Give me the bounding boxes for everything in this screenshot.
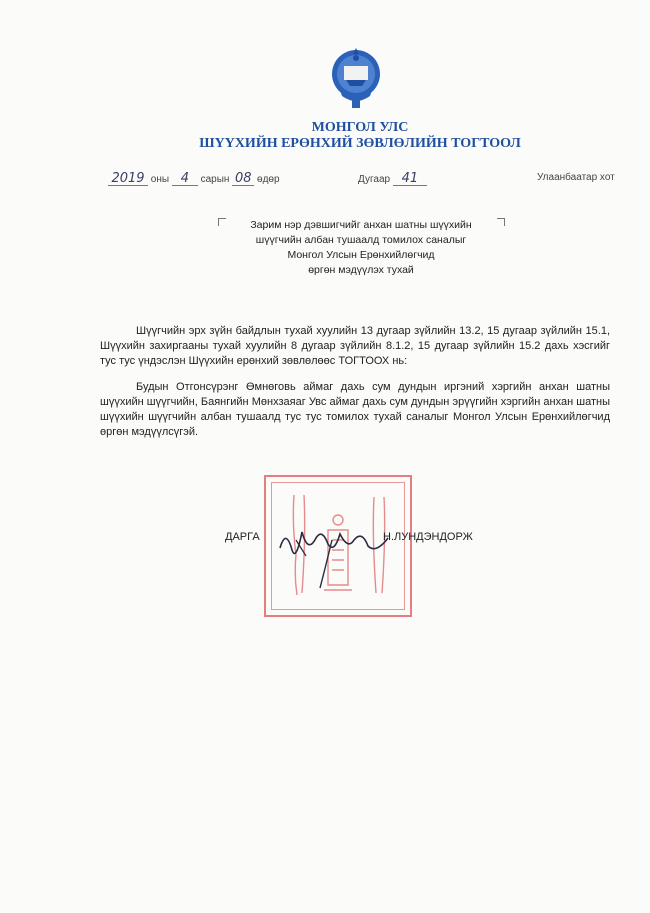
document-type-title: ШҮҮХИЙН ЕРӨНХИЙ ЗӨВЛӨЛИЙН ТОГТООЛ — [199, 136, 521, 151]
date-day: 08 — [232, 172, 254, 186]
date-month: 4 — [172, 172, 198, 186]
number-label: Дугаар — [358, 174, 391, 185]
signer-title: ДАРГА — [225, 531, 260, 543]
subject-line: шүүгчийн албан тушаалд томилох саналыг — [255, 234, 467, 246]
subject-line: Зарим нэр дэвшигчийг анхан шатны шүүхийн — [250, 219, 472, 231]
signer-name: Н.ЛУНДЭНДОРЖ — [383, 531, 473, 543]
date-year: 2019 — [108, 172, 148, 186]
month-label: сарын — [200, 174, 230, 185]
year-label: оны — [150, 174, 170, 185]
subject-line: Монгол Улсын Ерөнхийлөгчид — [287, 249, 435, 261]
date-field — [108, 172, 280, 186]
soyombo-emblem-icon — [330, 44, 382, 112]
day-label: өдөр — [257, 174, 280, 185]
issue-place: Улаанбаатар хот — [537, 172, 615, 183]
document-number — [358, 172, 427, 186]
body-paragraph-legal-basis: Шүүгчийн эрх зүйн байдлын тухай хуулийн 13 дугаар зүйлийн 13.2, 15 дугаар зүйлийн 15.1, Шүүхийн захиргааны тухай хуулийн 8 дугаар зүйлийн 8.1.2, 15 дугаар зүйлийн 15.2 дахь хэсгийг тус тус үндэслэн Шүүхийн ерөнхий зөвлөлөөс ТОГТООХ нь: — [100, 325, 610, 367]
org-name: МОНГОЛ УЛС — [311, 120, 409, 135]
subject-line: өргөн мэдүүлэх тухай — [308, 264, 414, 276]
number-value: 41 — [393, 172, 427, 186]
handwritten-signature-icon — [276, 510, 396, 590]
subject-block — [218, 218, 504, 278]
body-paragraph-resolution: Будын Отгонсүрэнг Өмнөговь аймаг дахь сум дундын иргэний хэргийн анхан шатны шүүхийн шүүгчийн, Баянгийн Мөнхзаяаг Увс аймаг дахь сум дундын эрүүгийн хэргийн анхан шатны шүүхийн шүүгчийн албан тушаалд тус тус томилох тухай саналыг Монгол Улсын Ерөнхийлөгчид өргөн мэдүүлсүгэй. — [100, 381, 610, 438]
